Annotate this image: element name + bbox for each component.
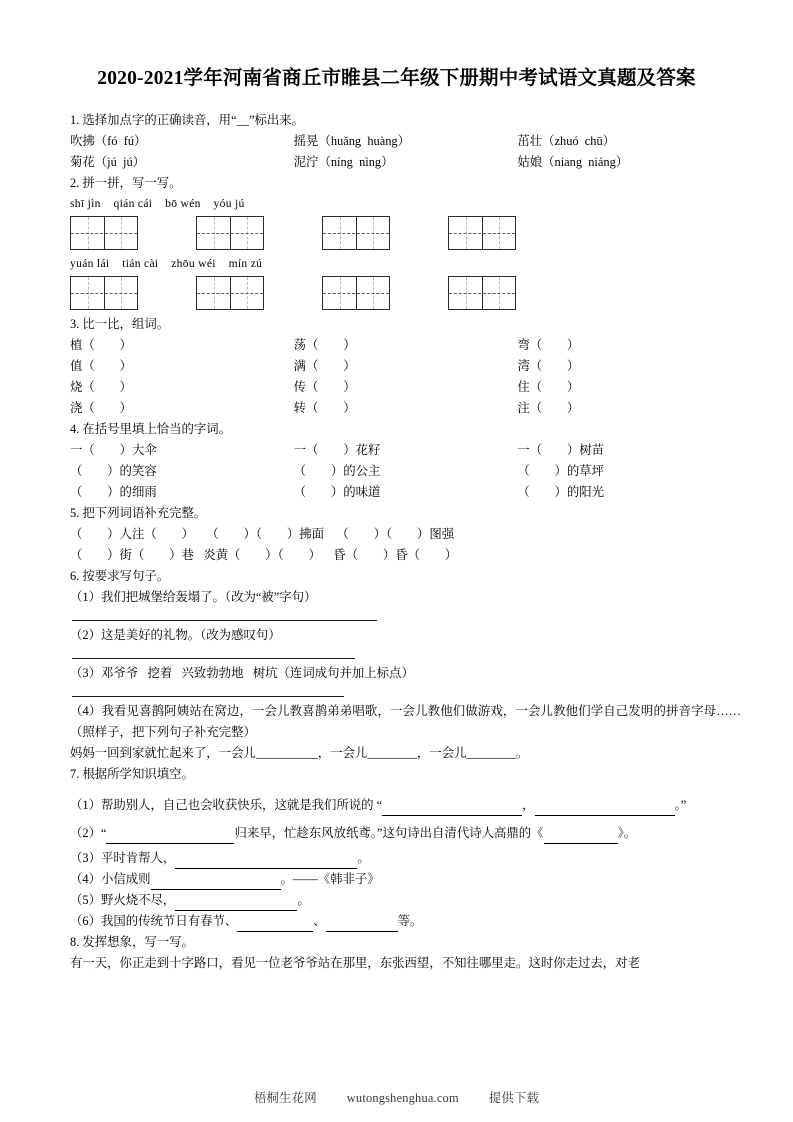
footer-note: 提供下载 <box>488 1091 540 1105</box>
tianzige-cell <box>449 277 482 309</box>
q1-item[interactable]: 泥泞（níng nìng） <box>293 155 394 169</box>
question-3-heading: 3. 比一比，组词。 <box>70 317 170 331</box>
q4-cell[interactable]: 一（ ）花籽 <box>293 443 381 457</box>
grid-slot <box>322 216 448 250</box>
grid-slot <box>322 276 448 310</box>
tianzige-box[interactable] <box>70 276 138 310</box>
q6-item-4: （4）我看见喜鹊阿姨站在窝边，一会儿教喜鹊弟弟唱歌，一会儿教他们做游戏，一会儿教他们学自己发明的拼音字母……（照样子，把下列句子补充完整） <box>70 704 741 739</box>
question-1-heading: 1. 选择加点字的正确读音，用“__”标出来。 <box>70 113 305 127</box>
question-1-row-1 <box>70 131 741 152</box>
q8-text: 有一天，你正走到十字路口，看见一位老爷爷站在那里，东张西望，不知往哪里走。这时你走过去，对老 <box>70 956 640 970</box>
grid-slot <box>70 276 196 310</box>
table-row <box>70 377 741 398</box>
q7-blank[interactable] <box>544 831 618 844</box>
q2-grid-row-2 <box>70 276 741 310</box>
tianzige-cell <box>71 217 104 249</box>
q7-item-1 <box>70 795 741 816</box>
q7-blank[interactable] <box>151 877 281 890</box>
tianzige-cell <box>104 277 137 309</box>
q3-cell[interactable]: 转（ ） <box>293 401 356 415</box>
tianzige-cell <box>323 217 356 249</box>
question-2-heading: 2. 拼一拼，写一写。 <box>70 176 182 190</box>
table-row <box>70 482 741 503</box>
tianzige-cell <box>230 277 263 309</box>
tianzige-box[interactable] <box>448 216 516 250</box>
q7-item-2 <box>70 823 741 844</box>
q7-item-5-text-b: 。 <box>297 893 310 907</box>
q3-cell[interactable]: 注（ ） <box>517 401 580 415</box>
q4-cell[interactable]: （ ）的味道 <box>293 485 381 499</box>
q7-item-3 <box>70 848 741 869</box>
q3-cell[interactable]: 浇（ ） <box>70 401 132 415</box>
question-4 <box>70 419 741 503</box>
q7-item-6-text-b: 、 <box>313 914 326 928</box>
q7-blank[interactable] <box>175 856 357 869</box>
q5-row-1[interactable]: （ ）人注（ ） （ ）（ ）拂面 （ ）（ ）图强 <box>70 527 455 541</box>
q3-cell[interactable]: 荡（ ） <box>293 338 356 352</box>
q7-blank[interactable] <box>175 898 297 911</box>
grid-slot <box>196 276 322 310</box>
q1-item[interactable]: 姑娘（niang niáng） <box>517 155 629 169</box>
footer-url: wutongshenghua.com <box>346 1091 459 1105</box>
question-3 <box>70 314 741 419</box>
tianzige-cell <box>482 277 515 309</box>
grid-slot <box>448 276 574 310</box>
q7-item-2-text-c: 》。 <box>617 826 637 840</box>
tianzige-box[interactable] <box>322 216 390 250</box>
q7-item-5 <box>70 890 741 911</box>
grid-slot <box>70 216 196 250</box>
question-8 <box>70 932 741 974</box>
tianzige-box[interactable] <box>196 216 264 250</box>
q4-cell[interactable]: （ ）的笑容 <box>70 464 157 478</box>
question-6-heading: 6. 按要求写句子。 <box>70 569 170 583</box>
q3-cell[interactable]: 烧（ ） <box>70 380 132 394</box>
footer-site-name: 梧桐生花网 <box>253 1091 317 1105</box>
tianzige-cell <box>356 217 389 249</box>
q7-item-4-text-a: （4）小信成则 <box>70 872 151 886</box>
q1-item[interactable]: 摇晃（huǎng huàng） <box>293 134 410 148</box>
q7-item-5-text-a: （5）野火烧不尽， <box>70 893 176 907</box>
q7-blank[interactable] <box>535 803 675 816</box>
q7-blank[interactable] <box>237 919 313 932</box>
q6-item-3: （3）邓爷爷 挖着 兴致勃勃地 树坑（连词成句并加上标点） <box>70 666 414 680</box>
q5-row-2[interactable]: （ ）街（ ）巷 炎黄（ ）（ ） 昏（ ）昏（ ） <box>70 548 458 562</box>
q2-pinyin-row-1: shī jìn qián cái bō wén yóu jú <box>70 197 245 210</box>
q4-cell[interactable]: 一（ ）大伞 <box>70 443 157 457</box>
question-4-heading: 4. 在括号里填上恰当的字词。 <box>70 422 232 436</box>
question-7 <box>70 764 741 932</box>
q7-item-6-text-a: （6）我国的传统节日有春节、 <box>70 914 238 928</box>
q6-answer-line-3[interactable] <box>72 696 344 697</box>
q6-item-2: （2）这是美好的礼物。（改为感叹句） <box>70 628 281 642</box>
q6-answer-line-2[interactable] <box>72 658 355 659</box>
tianzige-cell <box>356 277 389 309</box>
q7-item-3-text-a: （3）平时肯帮人， <box>70 851 176 865</box>
q3-cell[interactable]: 湾（ ） <box>517 359 580 373</box>
q7-item-2-text-b: 归来早，忙趁东风放纸鸢。”这句诗出自清代诗人高鼎的《 <box>234 826 544 840</box>
q7-item-1-text-a: （1）帮助别人，自己也会收获快乐，这就是我们所说的 “ <box>70 798 383 812</box>
tianzige-box[interactable] <box>448 276 516 310</box>
q6-item-1: （1）我们把城堡给轰塌了。（改为“被”字句） <box>70 590 317 604</box>
table-row <box>70 335 741 356</box>
q4-cell[interactable]: （ ）的公主 <box>293 464 381 478</box>
q7-item-1-text-b: ， <box>522 798 535 812</box>
table-row <box>70 440 741 461</box>
question-1-row-2 <box>70 152 741 173</box>
q3-cell[interactable]: 弯（ ） <box>517 338 580 352</box>
q7-item-1-text-c: 。” <box>674 798 687 812</box>
q7-item-6-text-c: 等。 <box>397 914 423 928</box>
tianzige-box[interactable] <box>70 216 138 250</box>
q4-cell[interactable]: （ ）的细雨 <box>70 485 157 499</box>
q7-item-3-text-b: 。 <box>357 851 370 865</box>
tianzige-cell <box>104 217 137 249</box>
q7-item-4 <box>70 869 741 890</box>
question-5-heading: 5. 把下列词语补充完整。 <box>70 506 207 520</box>
q2-grid-row-1 <box>70 216 741 250</box>
question-1 <box>70 110 741 173</box>
question-2 <box>70 173 741 310</box>
exam-body <box>0 96 793 974</box>
page-title: 2020-2021学年河南省商丘市睢县二年级下册期中考试语文真题及答案 <box>97 68 696 89</box>
q1-item[interactable]: 吹拂（fó fú） <box>70 134 147 148</box>
question-6 <box>70 566 741 764</box>
q7-item-2-text-a: （2）“ <box>70 826 107 840</box>
tianzige-box[interactable] <box>196 276 264 310</box>
tianzige-box[interactable] <box>322 276 390 310</box>
table-row <box>70 356 741 377</box>
q1-item[interactable]: 菊花（jú jú） <box>70 155 146 169</box>
tianzige-cell <box>482 217 515 249</box>
page-footer <box>0 1088 793 1106</box>
tianzige-cell <box>197 277 230 309</box>
q7-item-6 <box>70 911 741 932</box>
grid-slot <box>448 216 574 250</box>
q6-item-4-fill[interactable]: 妈妈一回到家就忙起来了，一会儿__________，一会儿________，一会儿________。 <box>70 746 529 760</box>
q7-blank[interactable] <box>382 803 522 816</box>
q3-cell[interactable]: 植（ ） <box>70 338 132 352</box>
q3-cell[interactable]: 传（ ） <box>293 380 356 394</box>
q4-cell[interactable]: （ ）的阳光 <box>517 485 605 499</box>
q7-blank[interactable] <box>326 919 398 932</box>
tianzige-cell <box>230 217 263 249</box>
question-5 <box>70 503 741 566</box>
question-7-heading: 7. 根据所学知识填空。 <box>70 767 194 781</box>
q7-item-4-text-b: 。——《韩非子》 <box>280 872 380 886</box>
question-8-heading: 8. 发挥想象，写一写。 <box>70 935 194 949</box>
table-row <box>70 461 741 482</box>
q3-cell[interactable]: 值（ ） <box>70 359 132 373</box>
q3-cell[interactable]: 住（ ） <box>517 380 580 394</box>
tianzige-cell <box>71 277 104 309</box>
grid-slot <box>196 216 322 250</box>
q7-blank[interactable] <box>106 831 234 844</box>
tianzige-cell <box>449 217 482 249</box>
tianzige-cell <box>323 277 356 309</box>
tianzige-cell <box>197 217 230 249</box>
q2-pinyin-row-2: yuán lái tián cài zhōu wéi mín zú <box>70 257 263 270</box>
q4-cell[interactable]: （ ）的草坪 <box>517 464 605 478</box>
q4-cell[interactable]: 一（ ）树苗 <box>517 443 605 457</box>
q6-answer-line-1[interactable] <box>72 620 377 621</box>
table-row <box>70 398 741 419</box>
q3-cell[interactable]: 满（ ） <box>293 359 356 373</box>
q1-item[interactable]: 茁壮（zhuó chū） <box>517 134 616 148</box>
